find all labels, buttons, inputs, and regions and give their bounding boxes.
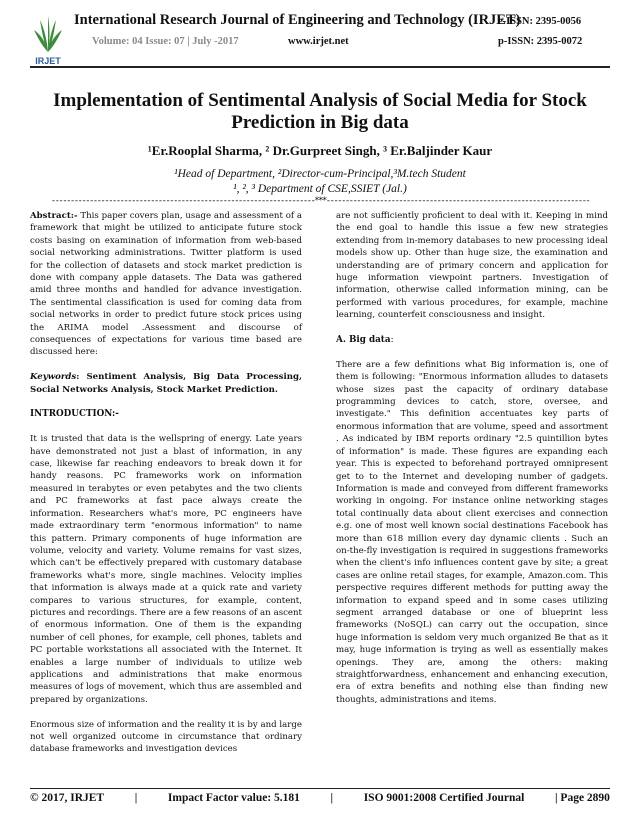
keywords	[30, 371, 302, 396]
footer-separator: |	[330, 792, 334, 804]
journal-name: International Research Journal of Engineering and Technology (IRJET)	[74, 12, 521, 28]
footer-separator: |	[134, 792, 138, 804]
logo-text: IRJET	[35, 56, 61, 66]
footer-rule	[30, 788, 610, 789]
footer-iso: ISO 9001:2008 Certified Journal	[363, 792, 525, 804]
abstract-text: This paper covers plan, usage and assessment of a framework that might be utilized to anticipate future stock costs basing on examination of information from web-based social networking administrations. Twitter platform is used for the collection of datasets and stock market prediction is done with company apple datasets. The Data was gathered amid three months and handled for advance investigation. The sentimental classification is used for coming data from social networks in order to predict future stock prices using the ARIMA model .Assessment and discourse of consequences of expectations for various time based are discussed here:	[30, 211, 302, 358]
bigdata-heading-text: A. Big data	[336, 335, 391, 346]
pissn: p-ISSN: 2395-0072	[498, 36, 583, 47]
keywords-text: : Sentiment Analysis, Big Data Processing, Social Networks Analysis, Stock Market Prediction.	[30, 372, 302, 395]
left-column	[30, 210, 302, 768]
bigdata-heading	[336, 334, 608, 346]
page-footer	[30, 792, 610, 804]
intro-paragraph-1: It is trusted that data is the wellspring of energy. Late years have demonstrated not just a blast of information, in any case, likewise far reaching endeavors to break down it for handy reasons. PC frameworks work on information measured in terabytes or even petabytes and the two clients and PC frameworks at fast pace always create the information. Researchers what's more, PC engineers have made extraordinary term "enormous information" to name this pattern. Primary components of huge information are volume, velocity and variety. Volume remains for vast sizes, which can't be effectively prepared with customary database frameworks what's more, single machines. Velocity implies that information is always made at a quick rate and variety compares to various structures, for example, content, pictures and recordings. There are a few reasons of an ascent of enormous information. One of them is the expanding number of cell phones, for example, cell phones, tablets and PC portable workstations all associated with the Internet. It enables a large number of individuals to utilize web applications and administrations that make enormous measures of logs of movement, which thus are assembled and prepared by organizations.	[30, 434, 302, 705]
irjet-logo-icon	[30, 12, 66, 66]
paper-affiliations	[40, 167, 600, 197]
journal-header	[30, 10, 610, 70]
right-column	[336, 210, 608, 719]
paper-authors: ¹Er.Rooplal Sharma, ² Dr.Gurpreet Singh, ³ Er.Baljinder Kaur	[147, 143, 493, 158]
intro-paragraph-2: Enormous size of information and the reality it is by and large not well organized outcome in circumstance that ordinary database frameworks and investigation devices	[30, 719, 302, 755]
abstract	[30, 210, 302, 359]
affiliation-line-2: ¹, ², ³ Department of CSE,SSIET (Jal.)	[233, 183, 407, 195]
footer-impact-factor: Impact Factor value: 5.181	[167, 792, 300, 804]
bigdata-paragraph: There are a few definitions what Big information is, one of them is following: "Enormous information alludes to datasets whose sizes past the capacity of ordinary database programming devices to catch, store, oversee, and investigate." This definition accentuates key parts of enormous information that are volume, speed and assortment . As indicated by IBM reports ordinary "2.5 quintillion bytes of information" is made. These figures are expanding each year. This is expected to beforehand portrayed omnipresent get to to the Internet and developing number of gadgets. Information is made and conveyed from different frameworks working in ongoing. For instance online networking stages total continually data about client exercises and connection e.g. one of most well known social destinations Facebook has more than 618 million every day dynamic clients . Such an on-the-fly investigation is required in suggestions frameworks when the client's info influences content gave by site; a great cases are online retail stages, for example, Amazon.com. This perspective requires different methods for putting away the information to expand speed and in some cases utilizing segment arranged database or one of blueprint less frameworks (NoSQL) can carry out the occupation, since huge information is seldom very much organized Be that as it may, huge information is trying as well as essentially makes openings. They are, among the others: making straightforwardness, enhancement and enhancing execution, era of extra benefits and nothing else than finding new thoughts, administrations and items.	[336, 359, 608, 705]
footer-page-number: | Page 2890	[555, 792, 610, 804]
intro-heading: INTRODUCTION:-	[30, 409, 119, 420]
affiliation-line-1: ¹Head of Department, ²Director-cum-Principal,³M.tech Student	[174, 168, 466, 180]
paper-title: Implementation of Sentimental Analysis of Social Media for Stock Prediction in Big data	[53, 90, 587, 133]
eissn: e-ISSN: 2395-0056	[498, 16, 582, 27]
footer-copyright: © 2017, IRJET	[30, 792, 105, 804]
abstract-label: Abstract:-	[30, 211, 78, 221]
volume-issue: Volume: 04 Issue: 07 | July -2017	[92, 36, 239, 47]
bigdata-heading-colon: :	[390, 335, 394, 346]
header-rule	[30, 66, 610, 68]
right-paragraph-1: are not sufficiently proficient to deal with it. Keeping in mind the end goal to handle this issue a few new strategies extending from in-memory databases to new processing ideal models show up. Other than huge size, the examination and understanding are of primary concern and application for huge information viewpoint partners. Investigation of information, otherwise called information mining, can be performed with various procedures, for example, machine learning, counterfeit consciousness and insight.	[336, 211, 608, 321]
section-divider: ---------------------------------------------------------------------***---------------------------------------------------------------------	[50, 196, 590, 206]
keywords-label: Keywords	[30, 372, 77, 383]
journal-website[interactable]: www.irjet.net	[288, 36, 349, 47]
